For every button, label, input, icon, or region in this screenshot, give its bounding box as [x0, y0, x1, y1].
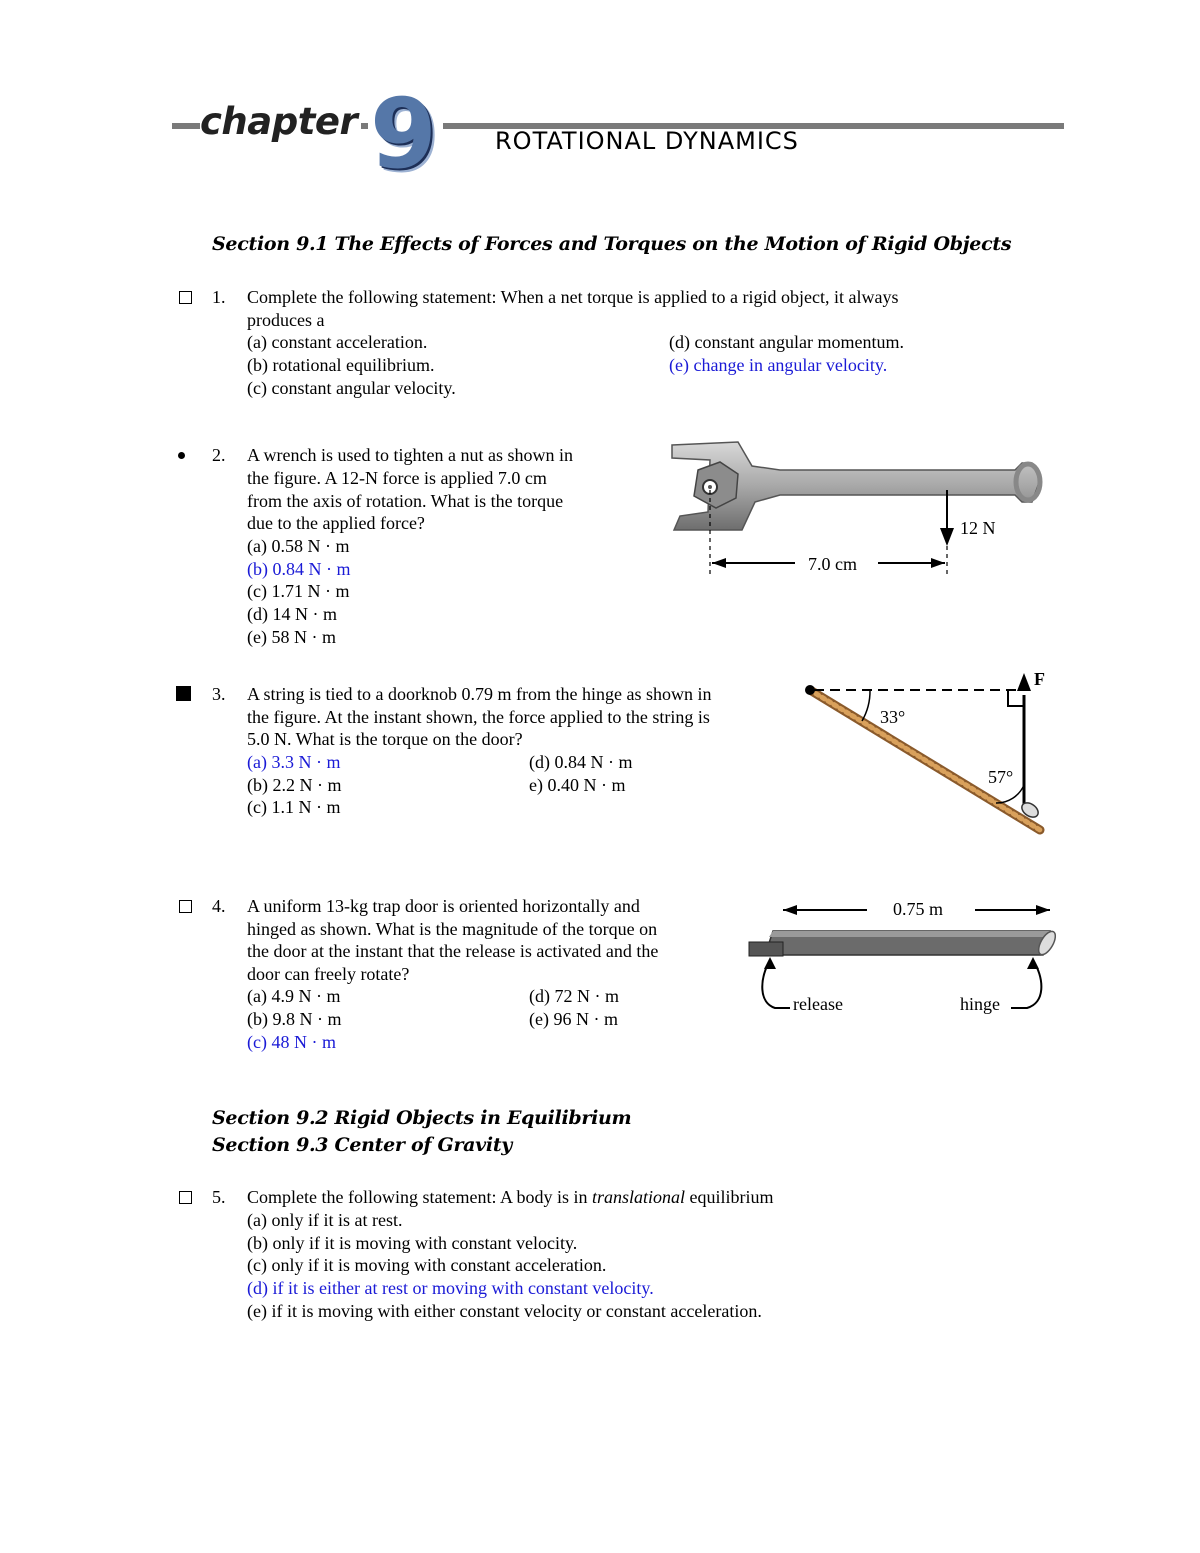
question-number: 2.: [212, 445, 226, 465]
choice-b: (b) 2.2 N · m: [247, 775, 342, 795]
question-marker-filled: [176, 686, 191, 701]
section-heading-9-1: Section 9.1 The Effects of Forces and Torques on the Motion of Rigid Objects: [212, 233, 1012, 255]
question-stem: A string is tied to a doorknob 0.79 m from the hinge as shown in: [247, 684, 712, 704]
choice-e: (e) 58 N · m: [247, 627, 336, 647]
release-label: release: [793, 994, 843, 1014]
force-label: F: [1034, 669, 1045, 689]
stem-text: Complete the following statement: A body is in: [247, 1187, 592, 1207]
choice-e-correct: (e) change in angular velocity.: [669, 355, 888, 375]
choice-c: (c) only if it is moving with constant acceleration.: [247, 1255, 607, 1275]
hinge-label: hinge: [960, 994, 1000, 1014]
choice-b-correct: (b) 0.84 N · m: [247, 559, 351, 579]
choice-a: (a) constant acceleration.: [247, 332, 428, 352]
angle-33-label: 33°: [880, 707, 906, 727]
choice-d-correct: (d) if it is either at rest or moving with constant velocity.: [247, 1278, 654, 1298]
question-stem: Complete the following statement: When a net torque is applied to a rigid object, it always: [247, 287, 899, 307]
question-stem: produces a: [247, 310, 325, 330]
chapter-number: 9: [368, 86, 443, 182]
choice-d: (d) 14 N · m: [247, 604, 337, 624]
distance-label: 7.0 cm: [808, 554, 857, 574]
question-marker-box: [179, 291, 192, 304]
angle-57-label: 57°: [988, 767, 1014, 787]
question-stem: the door at the instant that the release is activated and the: [247, 941, 659, 961]
question-stem: hinged as shown. What is the magnitude of the torque on: [247, 919, 658, 939]
choice-d: (d) 72 N · m: [529, 986, 619, 1006]
question-stem: the figure. At the instant shown, the force applied to the string is: [247, 707, 710, 727]
stem-italic: translational: [591, 1187, 685, 1207]
question-number: 4.: [212, 896, 226, 916]
choice-b: (b) rotational equilibrium.: [247, 355, 435, 375]
question-marker-box: [179, 1191, 192, 1204]
choice-b: (b) only if it is moving with constant velocity.: [247, 1233, 578, 1253]
question-marker-dot: [178, 452, 185, 459]
question-number: 1.: [212, 287, 226, 307]
choice-d: (d) constant angular momentum.: [669, 332, 904, 352]
chapter-title: ROTATIONAL DYNAMICS: [495, 127, 799, 155]
question-stem: door can freely rotate?: [247, 964, 410, 984]
choice-c: (c) 1.71 N · m: [247, 581, 350, 601]
stem-text: equilibrium: [685, 1187, 774, 1207]
choice-d: (d) 0.84 N · m: [529, 752, 633, 772]
door-figure: [800, 665, 1060, 845]
question-marker-box: [179, 900, 192, 913]
choice-a: (a) 0.58 N · m: [247, 536, 350, 556]
section-heading-9-2: Section 9.2 Rigid Objects in Equilibrium: [212, 1107, 632, 1129]
choice-a: (a) only if it is at rest.: [247, 1210, 403, 1230]
force-label: 12 N: [960, 518, 996, 538]
question-number: 5.: [212, 1187, 226, 1207]
section-heading-9-3: Section 9.3 Center of Gravity: [212, 1134, 513, 1156]
question-number: 3.: [212, 684, 226, 704]
question-stem: from the axis of rotation. What is the torque: [247, 491, 564, 511]
choice-e: e) 0.40 N · m: [529, 775, 626, 795]
length-label: 0.75 m: [893, 899, 944, 919]
choice-c: (c) constant angular velocity.: [247, 378, 456, 398]
question-stem: due to the applied force?: [247, 513, 425, 533]
wrench-figure: [660, 430, 1060, 590]
choice-e: (e) if it is moving with either constant velocity or constant acceleration.: [247, 1301, 762, 1321]
choice-c: (c) 1.1 N · m: [247, 797, 341, 817]
question-stem: A uniform 13-kg trap door is oriented horizontally and: [247, 896, 640, 916]
choice-b: (b) 9.8 N · m: [247, 1009, 342, 1029]
chapter-word: chapter: [200, 100, 361, 143]
question-stem: A wrench is used to tighten a nut as shown in: [247, 445, 573, 465]
choice-a: (a) 4.9 N · m: [247, 986, 341, 1006]
question-stem: 5.0 N. What is the torque on the door?: [247, 729, 523, 749]
choice-c-correct: (c) 48 N · m: [247, 1032, 336, 1052]
question-stem: [247, 1186, 774, 1209]
choice-e: (e) 96 N · m: [529, 1009, 618, 1029]
question-stem: the figure. A 12-N force is applied 7.0 cm: [247, 468, 547, 488]
choice-a-correct: (a) 3.3 N · m: [247, 752, 341, 772]
